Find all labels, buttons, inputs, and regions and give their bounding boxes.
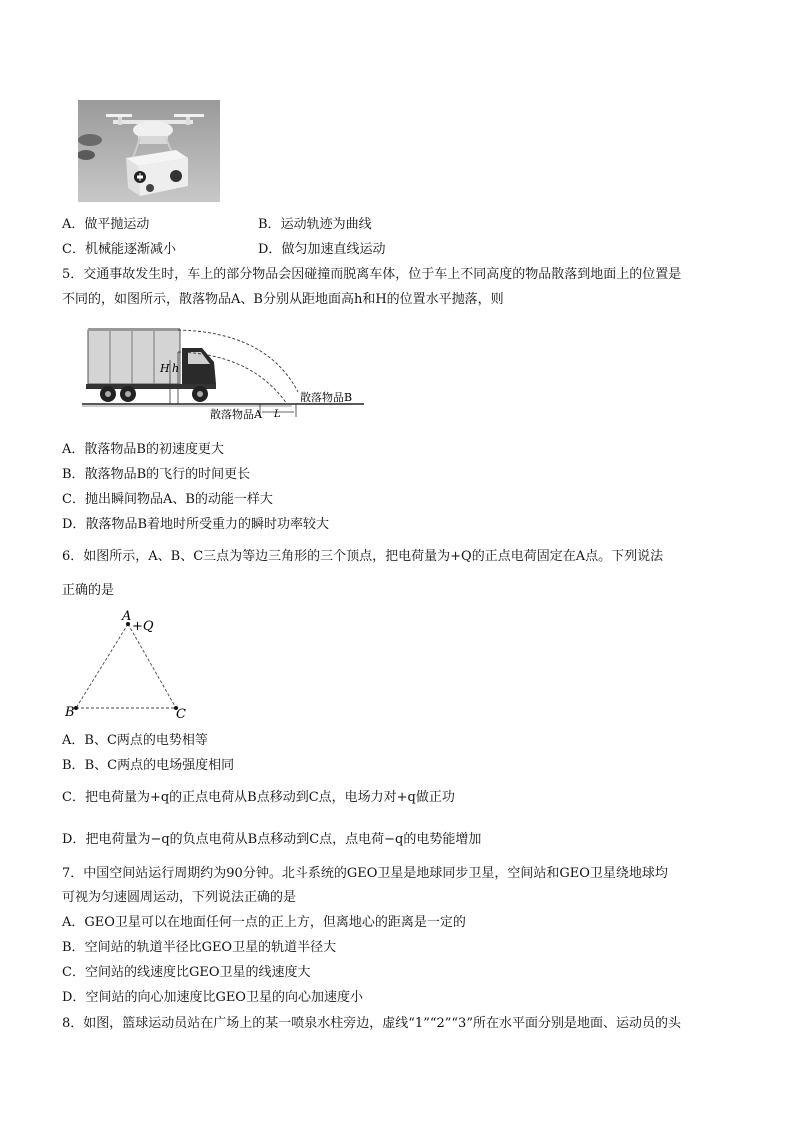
- q5-option-d: D．散落物品B着地时所受重力的瞬时功率较大: [62, 517, 329, 532]
- label-h: h: [172, 362, 180, 375]
- q6-option-d: D．把电荷量为−q的负点电荷从B点移动到C点，点电荷−q的电势能增加: [62, 832, 482, 847]
- q6-stem-line1: 6．如图所示，A、B、C三点为等边三角形的三个顶点，把电荷量为+Q的正点电荷固定在A点。下列说法: [62, 549, 664, 564]
- q7-option-a: A．GEO卫星可以在地面任何一点的正上方，但离地心的距离是一定的: [62, 915, 466, 930]
- label-H: H: [160, 362, 170, 375]
- q4-option-c: C．机械能逐渐减小: [62, 242, 176, 257]
- label-c: C: [176, 707, 186, 722]
- q7-option-d: D．空间站的向心加速度比GEO卫星的向心加速度小: [62, 990, 363, 1005]
- q5-stem-line2: 不同的，如图所示，散落物品A、B分别从距地面高h和H的位置水平抛落，则: [62, 292, 504, 307]
- label-a: A: [122, 609, 132, 624]
- triangle-figure: [62, 608, 202, 724]
- q4-option-b: B．运动轨迹为曲线: [258, 217, 372, 232]
- q5-stem-line1: 5．交通事故发生时，车上的部分物品会因碰撞而脱离车体，位于车上不同高度的物品散落到地面上的位置是: [62, 267, 682, 282]
- truck-figure: [82, 322, 364, 420]
- q7-option-c: C．空间站的线速度比GEO卫星的线速度大: [62, 965, 311, 980]
- q6-option-a: A．B、C两点的电势相等: [62, 733, 208, 748]
- label-L: L: [274, 409, 281, 420]
- drone-icon: [78, 100, 220, 202]
- label-item-b: 散落物品B: [300, 391, 353, 404]
- q6-option-c: C．把电荷量为+q的正点电荷从B点移动到C点，电场力对+q做正功: [62, 790, 455, 805]
- q5-option-c: C．抛出瞬间物品A、B的动能一样大: [62, 492, 273, 507]
- label-q: +Q: [132, 619, 154, 634]
- q7-option-b: B．空间站的轨道半径比GEO卫星的轨道半径大: [62, 940, 337, 955]
- q5-option-b: B．散落物品B的飞行的时间更长: [62, 467, 251, 482]
- q6-stem-line2: 正确的是: [62, 583, 115, 598]
- label-item-a: 散落物品A: [210, 408, 262, 420]
- q6-option-b: B．B、C两点的电场强度相同: [62, 758, 235, 773]
- q8-stem-line1: 8．如图，篮球运动员站在广场上的某一喷泉水柱旁边，虚线“1”“2”“3”所在水平面分别是地面、运动员的头: [62, 1016, 681, 1031]
- q7-stem-line2: 可视为匀速圆周运动，下列说法正确的是: [62, 890, 297, 905]
- q7-stem-line1: 7．中国空间站运行周期约为90分钟。北斗系统的GEO卫星是地球同步卫星，空间站和GEO卫星绕地球均: [62, 866, 668, 881]
- q5-option-a: A．散落物品B的初速度更大: [62, 442, 224, 457]
- q4-option-a: A．做平抛运动: [62, 217, 150, 232]
- label-b: B: [65, 705, 75, 720]
- q4-option-d: D．做匀加速直线运动: [258, 242, 386, 257]
- drone-photo: [78, 100, 220, 202]
- point-b: [74, 706, 78, 710]
